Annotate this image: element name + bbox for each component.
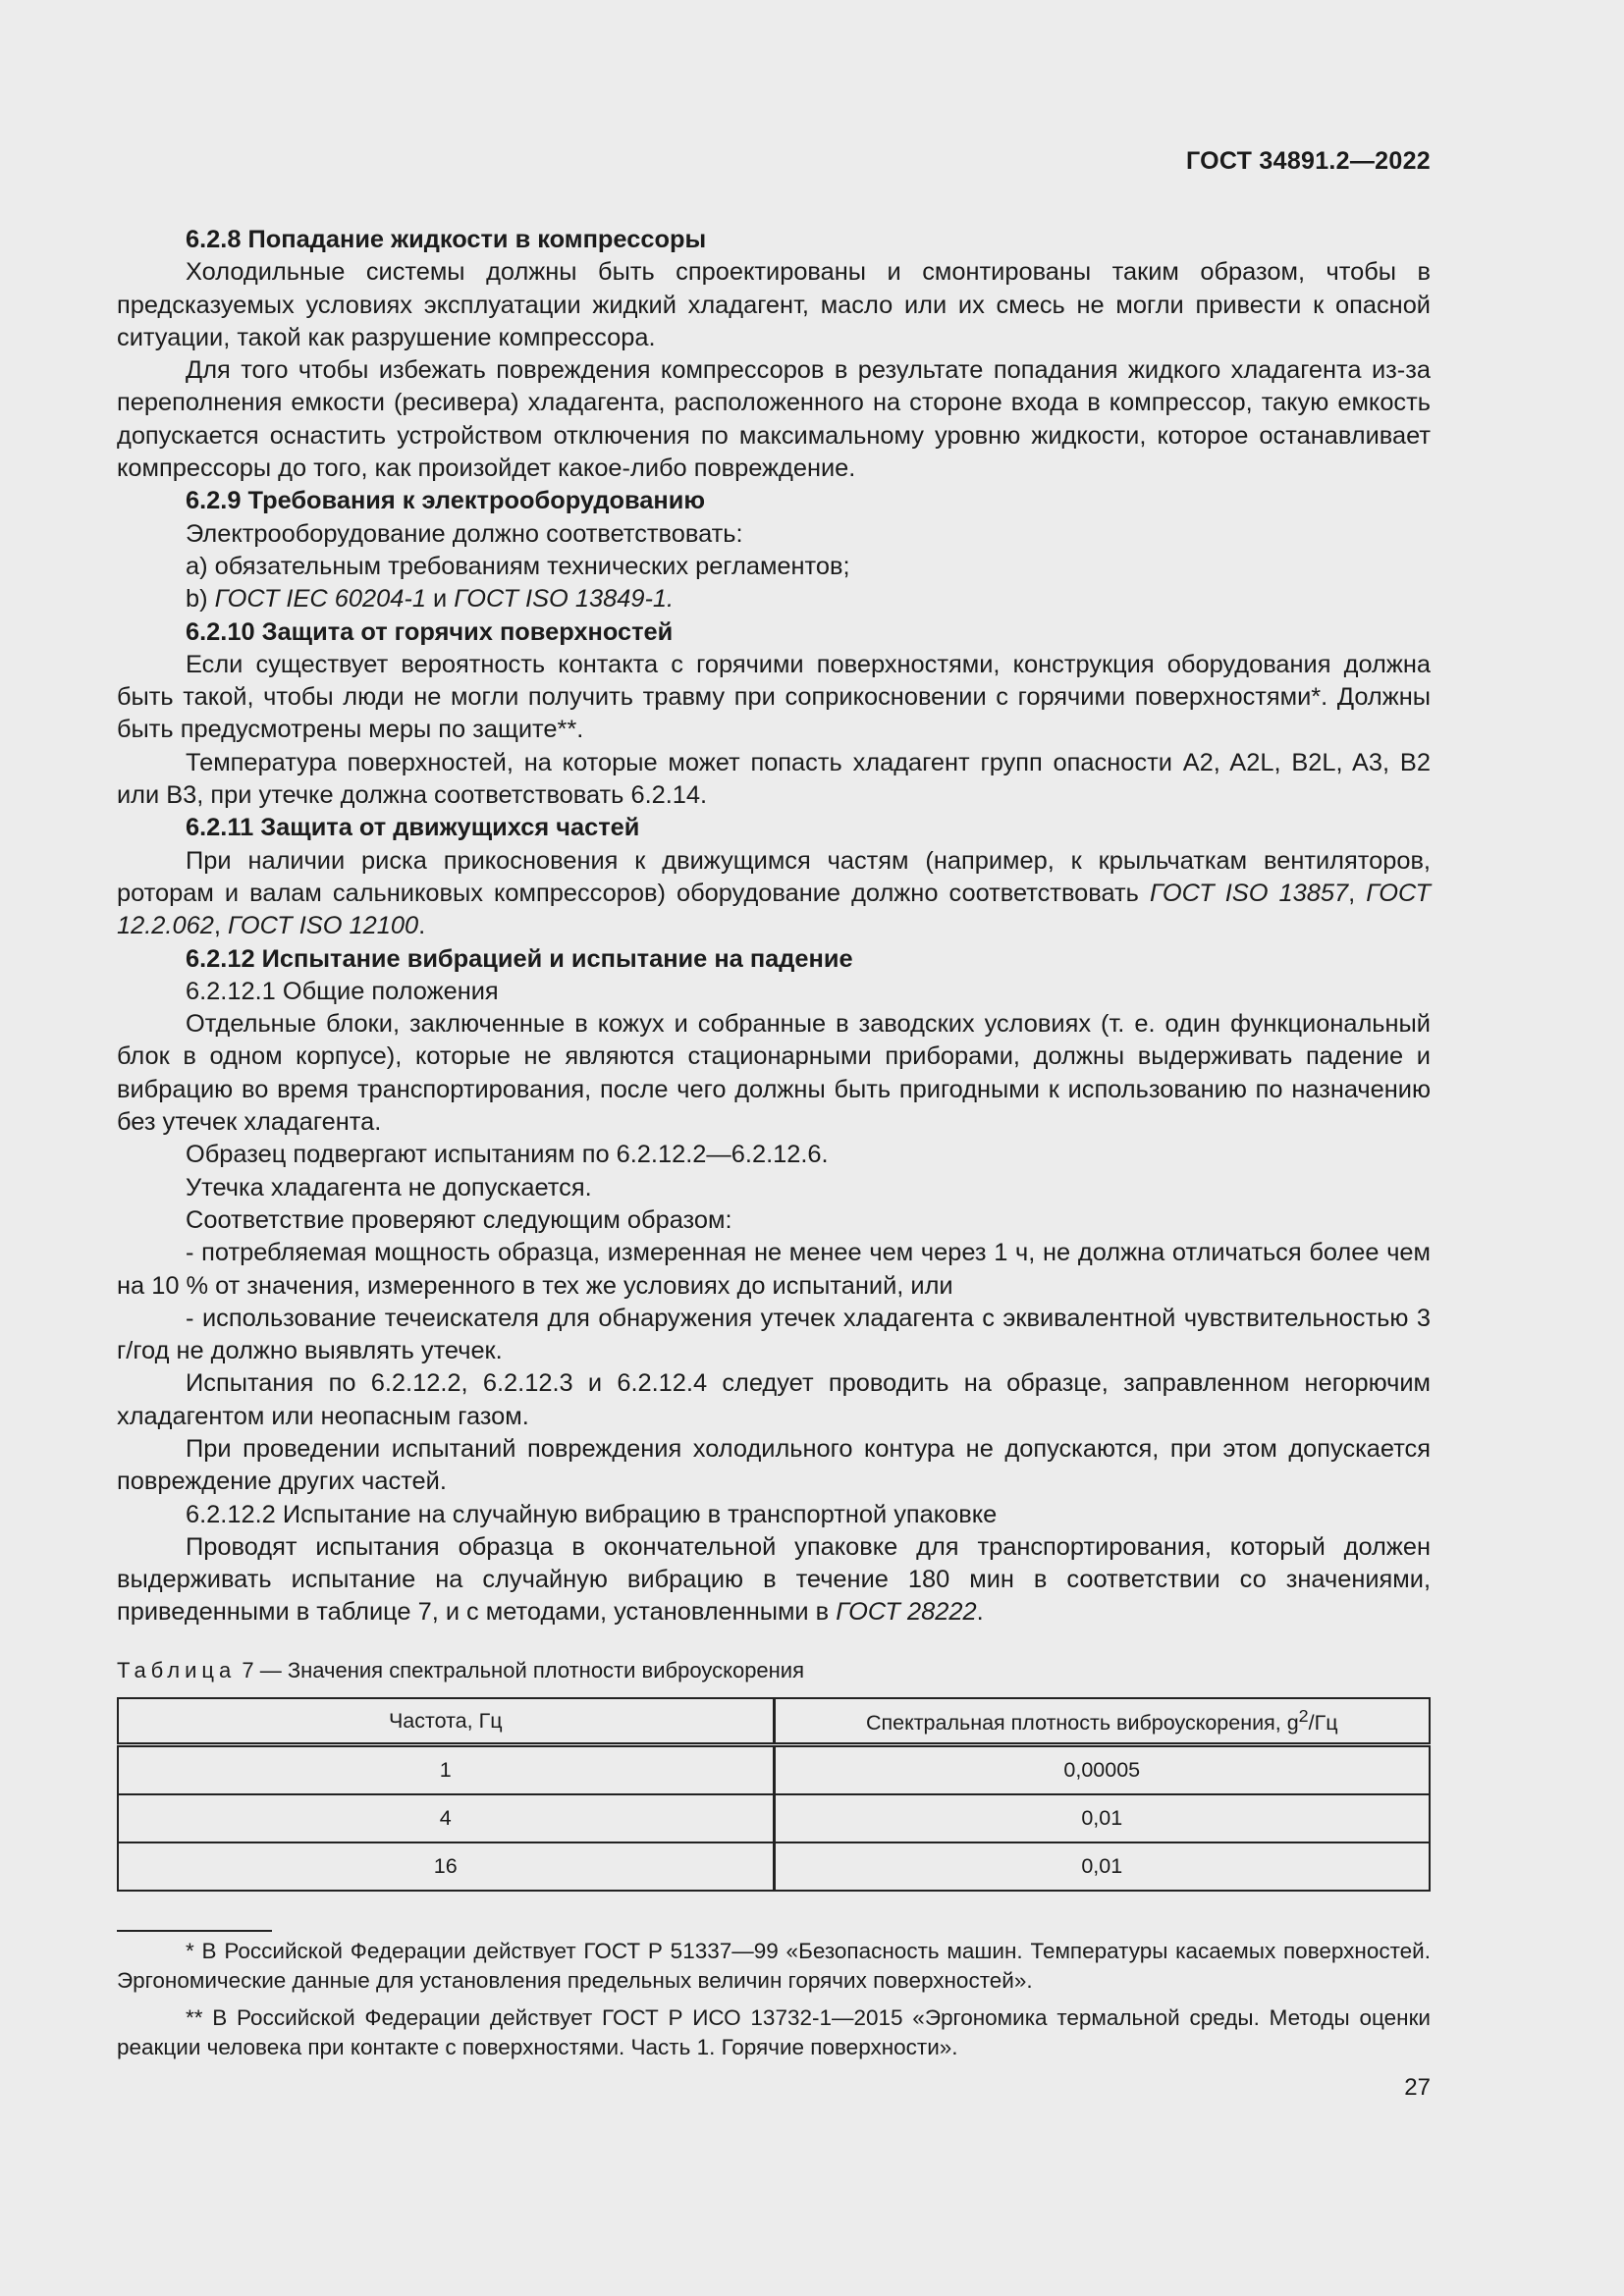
header-unit: /Гц — [1308, 1711, 1338, 1735]
table-row — [118, 1842, 1430, 1891]
cell-psd: 0,01 — [774, 1842, 1430, 1891]
paragraph: Электрооборудование должно соответствовать: — [186, 519, 743, 548]
cell-frequency: 1 — [118, 1745, 774, 1795]
cell-frequency: 4 — [118, 1794, 774, 1842]
paragraph: Для того чтобы избежать повреждения компрессоров в результате попадания жидкого хладагента из-за переполнения емкости (ресивера) хладагента, расположенного на стороне входа в компрессор, такую емкость допускается оснастить устройством отключения по максимальному уровню жидкости, которое останавливает компрессоры до того, как произойдет какое-либо повреждение. — [117, 356, 1431, 483]
header-text: Спектральная плотность виброускорения, g — [865, 1711, 1299, 1735]
table-caption-word: Таблица — [117, 1658, 237, 1682]
paragraph-text: При наличии риска прикосновения к движущимся частям (например, к крыльчаткам вентиляторов, роторам и валам сальниковых компрессоров) оборудование должно соответствовать — [117, 846, 1431, 907]
paragraph: Утечка хладагента не допускается. — [186, 1173, 592, 1201]
table-caption — [117, 1657, 804, 1684]
paragraph: Соответствие проверяют следующим образом: — [186, 1205, 732, 1234]
document-id: ГОСТ 34891.2—2022 — [1185, 147, 1431, 175]
paragraph: - использование течеискателя для обнаружения утечек хладагента с эквивалентной чувствительностью 3 г/год не должно выявлять утечек. — [117, 1304, 1431, 1365]
cell-psd: 0,01 — [774, 1794, 1430, 1842]
subsection-heading: 6.2.12.1 Общие положения — [186, 977, 499, 1005]
column-header-frequency: Частота, Гц — [118, 1698, 774, 1745]
footnote-2: ** В Российской Федерации действует ГОСТ Р ИСО 13732-1—2015 «Эргономика термальной среды. Методы оценки реакции человека при контакте с поверхностями. Часть 1. Горячие поверхности». — [117, 2005, 1431, 2059]
standard-reference: ГОСТ ISO 13857 — [1149, 879, 1349, 907]
period: . — [418, 912, 426, 940]
standard-reference: ГОСТ 12.2.062 — [117, 879, 1431, 940]
paragraph: Если существует вероятность контакта с горячими поверхностями, конструкция оборудования должна быть такой, чтобы люди не могли получить травму при соприкосновении с горячими поверхностями*. Должны быть предусмотрены меры по защите**. — [117, 650, 1431, 744]
paragraph-text: Проводят испытания образца в окончательной упаковке для транспортирования, который должен выдерживать испытание на случайную вибрацию в течение 180 мин в соответствии со значениями, приведенными в таблице 7, и с методами, установленными в — [117, 1532, 1431, 1627]
separator: , — [1348, 879, 1367, 907]
paragraph: - потребляемая мощность образца, измеренная не менее чем через 1 ч, не должна отличаться более чем на 10 % от значения, измеренного в тех же условиях до испытаний, или — [117, 1239, 1431, 1300]
paragraph: Отдельные блоки, заключенные в кожух и собранные в заводских условиях (т. е. один функциональный блок в одном корпусе), которые не являются стационарными приборами, должны выдерживать падение и вибрацию во время транспортирования, после чего должны быть пригодными к использованию по назначению без утечек хладагента. — [117, 1010, 1431, 1137]
vibration-table — [117, 1697, 1431, 1892]
paragraph: Испытания по 6.2.12.2, 6.2.12.3 и 6.2.12.4 следует проводить на образце, заправленном негорючим хладагентом или неопасным газом. — [117, 1369, 1431, 1430]
cell-frequency: 16 — [118, 1842, 774, 1891]
table-caption-text: 7 — Значения спектральной плотности виброускорения — [236, 1658, 805, 1682]
subsection-heading: 6.2.12.2 Испытание на случайную вибрацию в транспортной упаковке — [186, 1500, 998, 1528]
main-text — [117, 224, 1431, 1629]
paragraph: При проведении испытаний повреждения холодильного контура не допускаются, при этом допускается повреждение других частей. — [117, 1434, 1431, 1496]
section-heading-6-2-8: 6.2.8 Попадание жидкости в компрессоры — [186, 226, 707, 253]
separator: , — [213, 912, 228, 940]
standard-reference: ГОСТ ISO 12100 — [227, 912, 419, 940]
list-item-b — [117, 583, 1431, 615]
list-item-a: a) обязательным требованиям технических регламентов; — [186, 552, 850, 580]
conjunction: и — [425, 585, 455, 614]
footnotes — [117, 1937, 1431, 2070]
superscript: 2 — [1298, 1705, 1309, 1726]
paragraph: Температура поверхностей, на которые может попасть хладагент групп опасности A2, A2L, B2L, A3, B2 или B3, при утечке должна соответствовать 6.2.14. — [117, 748, 1431, 810]
standard-reference: ГОСТ 28222 — [836, 1598, 977, 1627]
footnote-1: * В Российской Федерации действует ГОСТ Р 51337—99 «Безопасность машин. Температуры касаемых поверхностей. Эргономические данные для установления предельных величин горячих поверхностей». — [117, 1939, 1431, 1993]
standard-reference: ГОСТ IEC 60204-1 — [214, 585, 426, 614]
standard-reference: ГОСТ ISO 13849-1. — [454, 585, 675, 614]
list-marker: b) — [186, 585, 215, 614]
paragraph — [117, 1531, 1431, 1629]
section-heading-6-2-11: 6.2.11 Защита от движущихся частей — [186, 814, 640, 842]
section-heading-6-2-12: 6.2.12 Испытание вибрацией и испытание на падение — [186, 944, 853, 973]
cell-psd: 0,00005 — [774, 1745, 1430, 1795]
period: . — [976, 1598, 984, 1627]
paragraph: Холодильные системы должны быть спроектированы и смонтированы таким образом, чтобы в предсказуемых условиях эксплуатации жидкий хладагент, масло или их смесь не могли привести к опасной ситуации, такой как разрушение компрессора. — [117, 258, 1431, 351]
section-heading-6-2-9: 6.2.9 Требования к электрооборудованию — [186, 487, 706, 515]
page-number: 27 — [1404, 2074, 1431, 2101]
table-row — [118, 1745, 1430, 1795]
column-header-psd — [774, 1698, 1430, 1745]
paragraph: Образец подвергают испытаниям по 6.2.12.2—6.2.12.6. — [186, 1141, 829, 1169]
paragraph — [117, 845, 1431, 943]
table-row — [118, 1794, 1430, 1842]
table-header-row — [118, 1698, 1430, 1745]
footnote-divider — [117, 1930, 272, 1932]
section-heading-6-2-10: 6.2.10 Защита от горячих поверхностей — [186, 617, 674, 646]
